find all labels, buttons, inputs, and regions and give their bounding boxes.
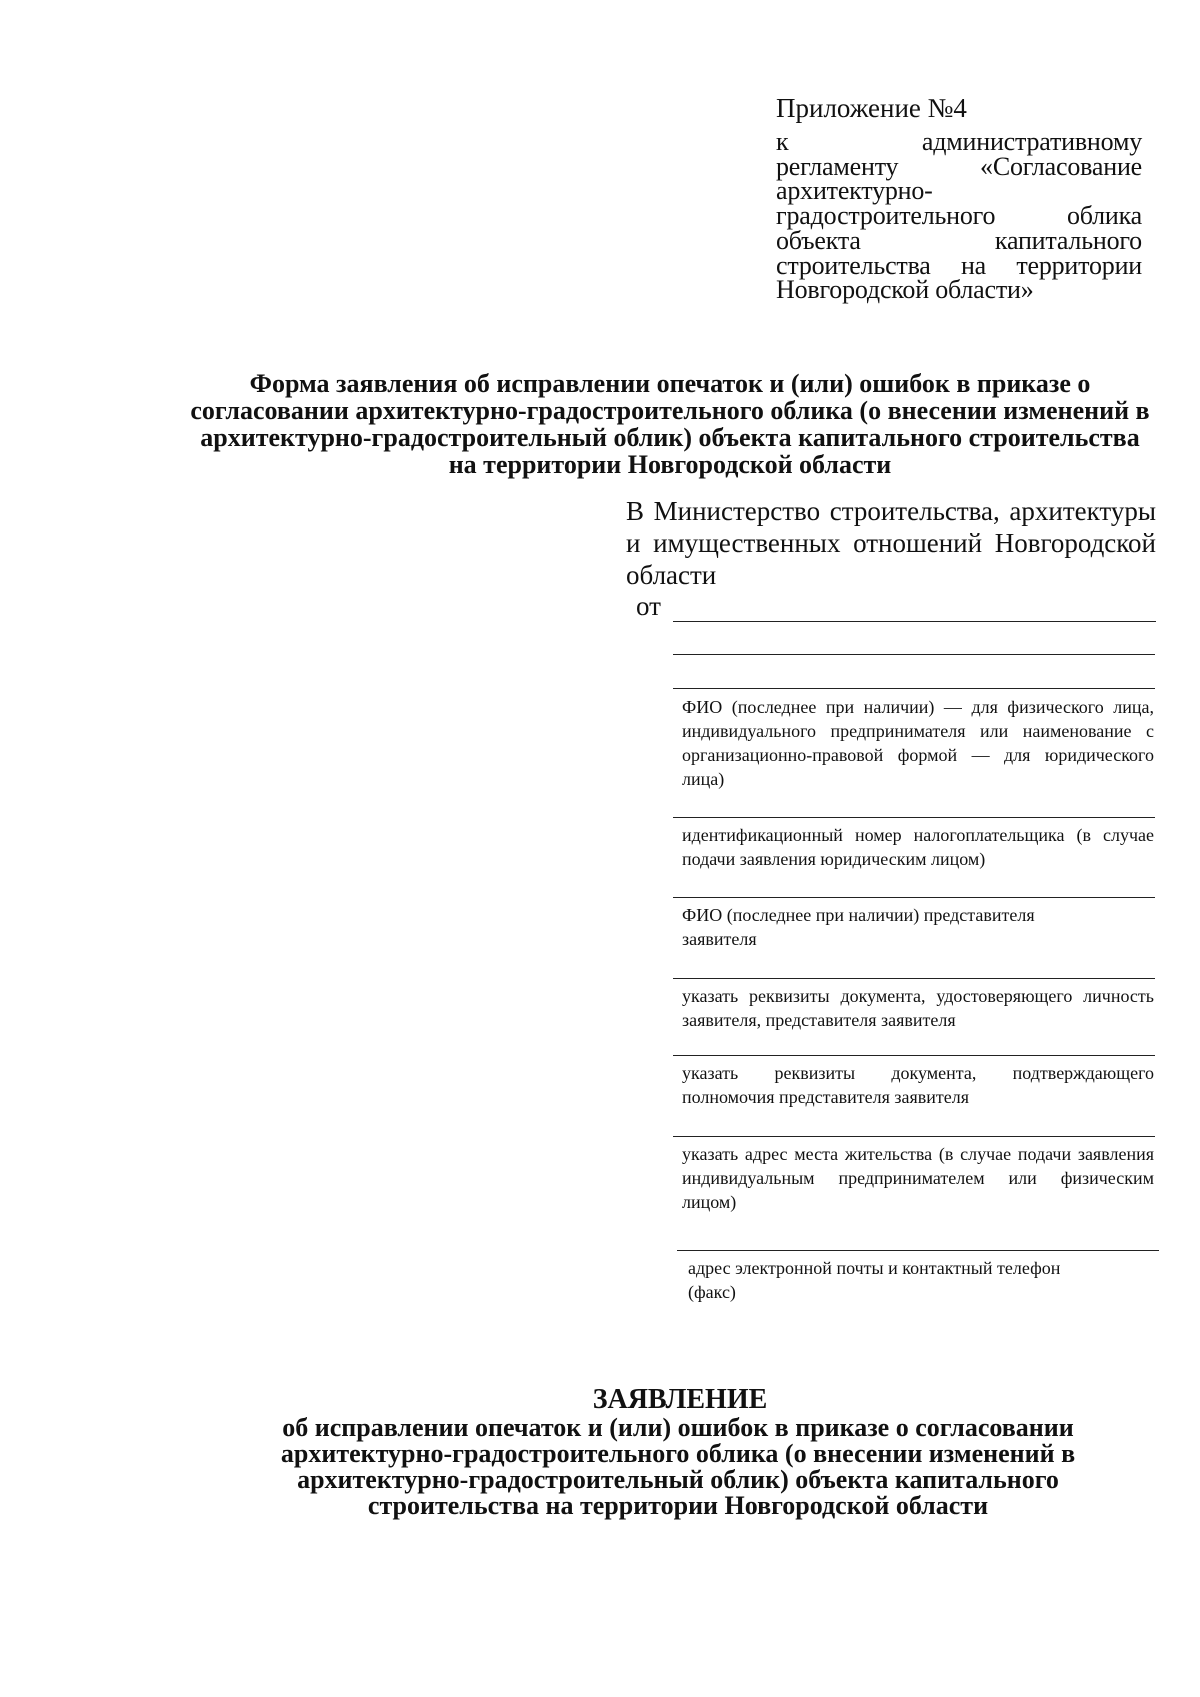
applicant-name-caption: ФИО (последнее при наличии) — для физического лица, индивидуального предпринимателя или наименование с организационно-правовой формой — для юридического лица) [682,697,1154,789]
representative-fill-line[interactable] [673,897,1155,898]
applicant-fill-line-2[interactable] [673,688,1155,689]
authority-document-caption: указать реквизиты документа, подтверждающего полномочия представителя заявителя [682,1063,1154,1107]
identity-document-caption: указать реквизиты документа, удостоверяющего личность заявителя, представителя заявителя [682,986,1154,1030]
from-fill-line [673,621,1156,622]
contacts-caption: адрес электронной почты и контактный телефон (факс) [688,1258,1061,1302]
representative-caption: ФИО (последнее при наличии) представителя заявителя [682,905,1035,949]
from-field[interactable] [636,590,1156,626]
inn-fill-line[interactable] [673,817,1155,818]
applicant-fill-line-1[interactable] [673,654,1155,655]
addressee-block: В Министерство строительства, архитектуры и имущественных отношений Новгородской области [626,496,1156,590]
inn-caption: идентификационный номер налогоплательщика (в случае подачи заявления юридическим лицом) [682,825,1154,869]
from-label: от [636,591,661,621]
contacts-fill-line[interactable] [677,1250,1159,1251]
statement-subheading: об исправлении опечаток и (или) ошибок в приказе о согласовании архитектурно-градостроительного облика (о внесении изменений в архитектурно-градостроительный облик) объекта капитального строительства на территории Новгородской области [280,1413,1076,1520]
identity-document-fill-line[interactable] [673,978,1155,979]
address-caption: указать адрес места жительства (в случае подачи заявления индивидуальным предпринимателем или физическим лицом) [682,1144,1154,1212]
appendix-reference: к административному регламенту «Согласование архитектурно-градостроительного облика объекта капитального строительства на территории Новгородской области» [776,127,1142,305]
statement-heading: ЗАЯВЛЕНИЕ [592,1384,768,1415]
appendix-number: Приложение №4 [776,93,967,123]
form-title: Форма заявления об исправлении опечаток и (или) ошибок в приказе о согласовании архитектурно-градостроительного облика (о внесении изменений в архитектурно-градостроительный облик) объекта капитального строительства на территории Новгородской области [190,369,1150,479]
address-fill-line[interactable] [673,1136,1155,1137]
authority-document-fill-line[interactable] [673,1055,1155,1056]
